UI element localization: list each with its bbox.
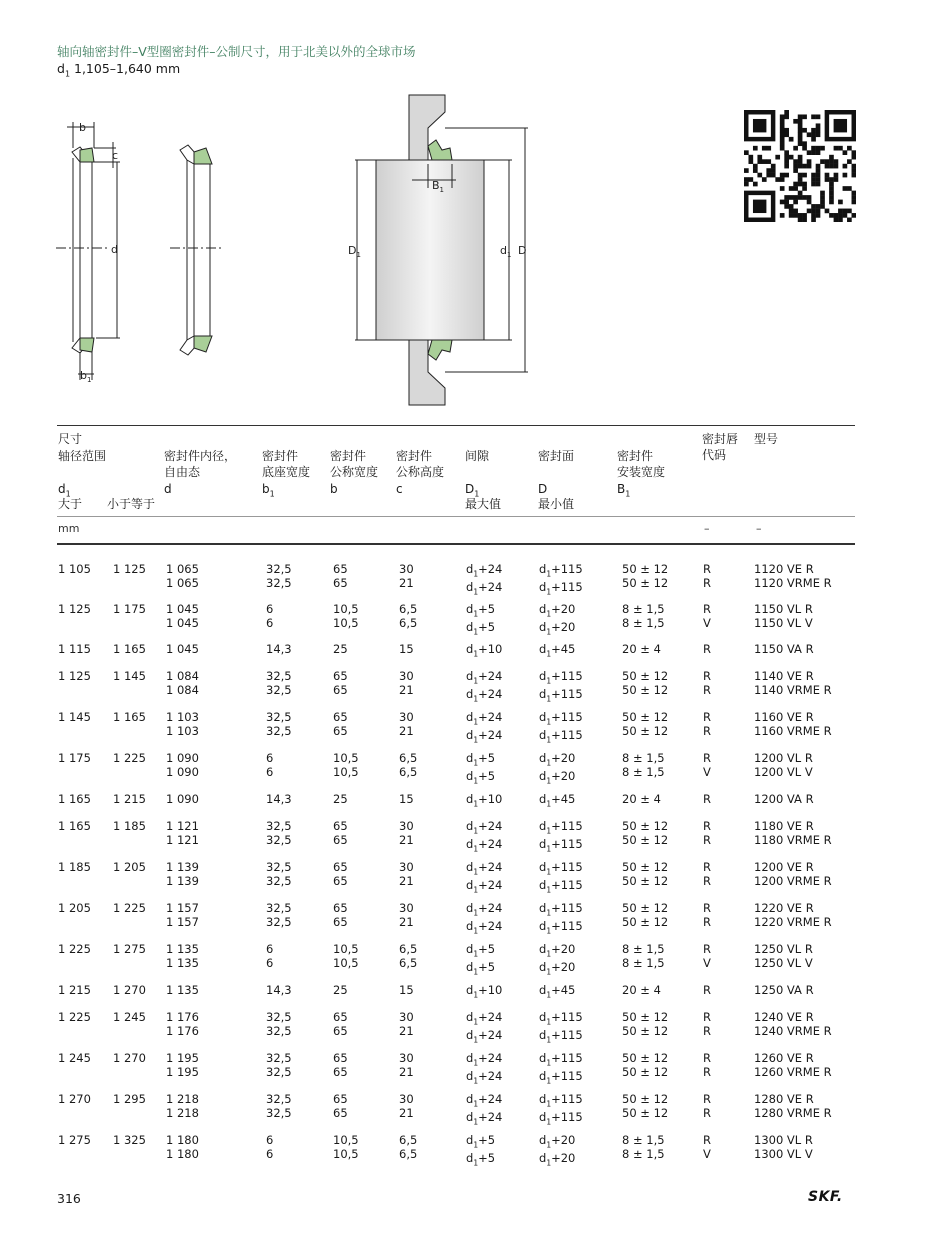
cell-seal-face: $d_1+115$ $d_1+115$	[539, 562, 583, 597]
cell-nominal-width: 10,5 10,5	[333, 751, 359, 779]
cell-seal-face: $d_1+115$ $d_1+115$	[539, 1092, 583, 1127]
cell-lip-code: R V	[703, 942, 711, 970]
unit-dash-model: –	[756, 522, 762, 535]
cell-nominal-width: 65 65	[333, 1051, 348, 1079]
header-sym-d: d	[164, 482, 172, 496]
cell-seal-id: 1 090 1 090	[166, 751, 199, 779]
cell-nominal-width: 10,5 10,5	[333, 942, 359, 970]
cell-model: 1260 VE R 1260 VRME R	[754, 1051, 832, 1079]
cell-seal-id: 1 218 1 218	[166, 1092, 199, 1120]
label-b: b	[79, 121, 86, 134]
cell-shaft-incl: 1 225	[113, 901, 146, 915]
cell-nominal-height: 15	[399, 792, 414, 806]
header-sym-D: D	[538, 482, 548, 496]
cell-install-width: 50 ± 12 50 ± 12	[622, 860, 669, 888]
cell-seal-id: 1 180 1 180	[166, 1133, 199, 1161]
cell-seal-id: 1 084 1 084	[166, 669, 199, 697]
cell-shaft-incl: 1 325	[113, 1133, 146, 1147]
cell-shaft-incl: 1 275	[113, 942, 146, 956]
header-nominal-width: 密封件 公称宽度	[330, 449, 379, 479]
cell-base-width: 6 6	[266, 602, 274, 630]
cell-nominal-width: 65 65	[333, 710, 348, 738]
table-row	[0, 1010, 930, 1045]
cell-seal-face: $d_1+115$ $d_1+115$	[539, 819, 583, 854]
cell-model: 1200 VA R	[754, 792, 814, 806]
table-row	[0, 901, 930, 936]
cell-base-width: 14,3	[266, 983, 292, 997]
cell-lip-code: R	[703, 792, 711, 806]
cell-clearance: $d_1+24$ $d_1+24$	[466, 562, 503, 597]
cell-lip-code: R R	[703, 1051, 711, 1079]
cell-seal-face: $d_1+115$ $d_1+115$	[539, 710, 583, 745]
cell-shaft-over: 1 275	[58, 1133, 91, 1147]
cell-nominal-width: 65 65	[333, 819, 348, 847]
header-sym-d1: $d_1$	[58, 482, 71, 499]
table-row	[0, 1092, 930, 1127]
cell-shaft-over: 1 205	[58, 901, 91, 915]
cell-install-width: 50 ± 12 50 ± 12	[622, 669, 669, 697]
cell-shaft-incl: 1 225	[113, 751, 146, 765]
table-row	[0, 562, 930, 597]
cell-base-width: 32,5 32,5	[266, 901, 292, 929]
header-max: 最大值	[465, 497, 502, 511]
cell-install-width: 50 ± 12 50 ± 12	[622, 1010, 669, 1038]
label-B1: $B_1$	[432, 179, 445, 194]
cell-nominal-width: 25	[333, 792, 348, 806]
cell-nominal-width: 65 65	[333, 562, 348, 590]
table-row	[0, 710, 930, 745]
page-number: 316	[57, 1191, 81, 1206]
cell-seal-face: $d_1+45$	[539, 642, 576, 659]
cell-nominal-height: 30 21	[399, 710, 414, 738]
header-shaft-range: 轴径范围	[58, 449, 107, 463]
cell-model: 1200 VL R 1200 VL V	[754, 751, 813, 779]
cell-nominal-height: 15	[399, 642, 414, 656]
header-clearance: 间隙	[465, 449, 490, 463]
cell-shaft-over: 1 185	[58, 860, 91, 874]
cell-clearance: $d_1+10$	[466, 792, 503, 809]
cell-install-width: 8 ± 1,5 8 ± 1,5	[622, 1133, 665, 1161]
table-row	[0, 819, 930, 854]
cell-clearance: $d_1+24$ $d_1+24$	[466, 1051, 503, 1086]
cell-nominal-width: 65 65	[333, 669, 348, 697]
cell-nominal-width: 65 65	[333, 860, 348, 888]
cell-install-width: 50 ± 12 50 ± 12	[622, 1092, 669, 1120]
cell-model: 1240 VE R 1240 VRME R	[754, 1010, 832, 1038]
cell-lip-code: R R	[703, 669, 711, 697]
table-row	[0, 1051, 930, 1086]
cell-seal-id: 1 157 1 157	[166, 901, 199, 929]
cell-clearance: $d_1+5$ $d_1+5$	[466, 1133, 496, 1168]
cell-base-width: 32,5 32,5	[266, 562, 292, 590]
table-row	[0, 942, 930, 977]
seal-profile-drawing-alt	[170, 145, 222, 355]
skf-logo: SKF.	[808, 1189, 843, 1205]
cell-shaft-incl: 1 270	[113, 1051, 146, 1065]
cell-seal-face: $d_1+45$	[539, 983, 576, 1000]
page-title: 轴向轴密封件–V型圈密封件–公制尺寸，用于北美以外的全球市场	[57, 44, 416, 59]
cell-nominal-width: 65 65	[333, 1010, 348, 1038]
cell-shaft-incl: 1 165	[113, 710, 146, 724]
cell-install-width: 8 ± 1,5 8 ± 1,5	[622, 602, 665, 630]
table-top-rule	[57, 425, 855, 426]
cell-seal-face: $d_1+20$ $d_1+20$	[539, 602, 576, 637]
table-header-rule	[57, 516, 855, 517]
cell-shaft-over: 1 165	[58, 819, 91, 833]
cell-lip-code: R V	[703, 751, 711, 779]
cell-shaft-incl: 1 270	[113, 983, 146, 997]
cell-seal-face: $d_1+20$ $d_1+20$	[539, 751, 576, 786]
header-sym-D1: $D_1$	[465, 482, 480, 499]
cell-clearance: $d_1+5$ $d_1+5$	[466, 751, 496, 786]
cell-install-width: 8 ± 1,5 8 ± 1,5	[622, 751, 665, 779]
cell-clearance: $d_1+10$	[466, 642, 503, 659]
cell-clearance: $d_1+5$ $d_1+5$	[466, 942, 496, 977]
table-row	[0, 860, 930, 895]
cell-seal-id: 1 195 1 195	[166, 1051, 199, 1079]
cell-shaft-over: 1 215	[58, 983, 91, 997]
cell-nominal-height: 30 21	[399, 901, 414, 929]
cell-seal-id: 1 121 1 121	[166, 819, 199, 847]
cell-model: 1120 VE R 1120 VRME R	[754, 562, 832, 590]
header-lip-code: 密封唇 代码	[702, 432, 739, 462]
cell-base-width: 14,3	[266, 792, 292, 806]
cell-install-width: 20 ± 4	[622, 642, 661, 656]
cell-nominal-height: 30 21	[399, 860, 414, 888]
cell-shaft-over: 1 245	[58, 1051, 91, 1065]
cell-nominal-height: 30 21	[399, 562, 414, 590]
cell-seal-id: 1 176 1 176	[166, 1010, 199, 1038]
cell-model: 1300 VL R 1300 VL V	[754, 1133, 813, 1161]
cell-shaft-incl: 1 145	[113, 669, 146, 683]
cell-seal-id: 1 090	[166, 792, 199, 806]
cell-shaft-over: 1 115	[58, 642, 91, 656]
cell-nominal-height: 30 21	[399, 819, 414, 847]
cell-base-width: 32,5 32,5	[266, 1092, 292, 1120]
cell-base-width: 6 6	[266, 1133, 274, 1161]
cell-base-width: 32,5 32,5	[266, 1010, 292, 1038]
label-c: c	[112, 149, 119, 162]
header-base-width: 密封件 底座宽度	[262, 449, 311, 479]
unit-mm: mm	[58, 522, 80, 535]
cell-lip-code: R R	[703, 1010, 711, 1038]
cell-shaft-incl: 1 205	[113, 860, 146, 874]
label-d: d	[111, 243, 118, 256]
cell-nominal-height: 6,5 6,5	[399, 602, 418, 630]
header-size: 尺寸	[58, 432, 83, 446]
cell-nominal-height: 30 21	[399, 1092, 414, 1120]
header-model: 型号	[754, 432, 779, 446]
cell-clearance: $d_1+5$ $d_1+5$	[466, 602, 496, 637]
cell-lip-code: R	[703, 642, 711, 656]
cell-shaft-over: 1 105	[58, 562, 91, 576]
cell-clearance: $d_1+10$	[466, 983, 503, 1000]
cell-clearance: $d_1+24$ $d_1+24$	[466, 1092, 503, 1127]
cell-nominal-height: 30 21	[399, 1051, 414, 1079]
table-row	[0, 602, 930, 637]
header-nominal-height: 密封件 公称高度	[396, 449, 445, 479]
cell-model: 1150 VL R 1150 VL V	[754, 602, 813, 630]
page-subtitle: $d_1$ 1,105–1,640 mm	[57, 61, 181, 79]
table-row	[0, 751, 930, 786]
cell-seal-id: 1 045 1 045	[166, 602, 199, 630]
cell-lip-code: R R	[703, 562, 711, 590]
cell-base-width: 32,5 32,5	[266, 1051, 292, 1079]
label-D: D	[518, 244, 527, 257]
cell-shaft-over: 1 145	[58, 710, 91, 724]
cell-seal-id: 1 139 1 139	[166, 860, 199, 888]
cell-shaft-over: 1 270	[58, 1092, 91, 1106]
cell-seal-face: $d_1+115$ $d_1+115$	[539, 1010, 583, 1045]
cell-install-width: 50 ± 12 50 ± 12	[622, 1051, 669, 1079]
cell-shaft-incl: 1 245	[113, 1010, 146, 1024]
cell-lip-code: R R	[703, 710, 711, 738]
cell-seal-face: $d_1+115$ $d_1+115$	[539, 901, 583, 936]
cell-model: 1180 VE R 1180 VRME R	[754, 819, 832, 847]
header-install-width: 密封件 安装宽度	[617, 449, 666, 479]
cell-install-width: 50 ± 12 50 ± 12	[622, 562, 669, 590]
cell-shaft-incl: 1 175	[113, 602, 146, 616]
cell-nominal-height: 6,5 6,5	[399, 751, 418, 779]
cell-clearance: $d_1+24$ $d_1+24$	[466, 901, 503, 936]
cell-shaft-over: 1 225	[58, 1010, 91, 1024]
table-row	[0, 669, 930, 704]
seal-drawings	[0, 90, 560, 410]
cell-shaft-incl: 1 185	[113, 819, 146, 833]
cell-seal-id: 1 135 1 135	[166, 942, 199, 970]
cell-base-width: 6 6	[266, 942, 274, 970]
cell-base-width: 14,3	[266, 642, 292, 656]
cell-shaft-over: 1 165	[58, 792, 91, 806]
cell-model: 1150 VA R	[754, 642, 814, 656]
table-row	[0, 1133, 930, 1168]
header-sym-b: b	[330, 482, 338, 496]
cell-clearance: $d_1+24$ $d_1+24$	[466, 819, 503, 854]
cell-lip-code: R	[703, 983, 711, 997]
header-min: 最小值	[538, 497, 575, 511]
cell-nominal-height: 6,5 6,5	[399, 942, 418, 970]
cell-clearance: $d_1+24$ $d_1+24$	[466, 669, 503, 704]
cell-nominal-height: 15	[399, 983, 414, 997]
cell-seal-face: $d_1+115$ $d_1+115$	[539, 669, 583, 704]
header-sym-B1: $B_1$	[617, 482, 631, 499]
cell-install-width: 20 ± 4	[622, 792, 661, 806]
cell-base-width: 32,5 32,5	[266, 669, 292, 697]
cell-model: 1160 VE R 1160 VRME R	[754, 710, 832, 738]
cell-lip-code: R V	[703, 1133, 711, 1161]
cell-seal-id: 1 103 1 103	[166, 710, 199, 738]
cell-lip-code: R V	[703, 602, 711, 630]
cell-model: 1140 VE R 1140 VRME R	[754, 669, 832, 697]
header-seal-face: 密封面	[538, 449, 575, 463]
cell-base-width: 32,5 32,5	[266, 819, 292, 847]
unit-dash-lip: –	[704, 522, 710, 535]
cell-install-width: 8 ± 1,5 8 ± 1,5	[622, 942, 665, 970]
cell-install-width: 50 ± 12 50 ± 12	[622, 710, 669, 738]
cell-install-width: 20 ± 4	[622, 983, 661, 997]
cell-base-width: 32,5 32,5	[266, 860, 292, 888]
table-body-rule	[57, 543, 855, 545]
cell-shaft-over: 1 175	[58, 751, 91, 765]
cell-seal-id: 1 065 1 065	[166, 562, 199, 590]
cell-model: 1220 VE R 1220 VRME R	[754, 901, 832, 929]
header-seal-id: 密封件内径， 自由态	[164, 449, 237, 479]
cell-clearance: $d_1+24$ $d_1+24$	[466, 710, 503, 745]
cell-shaft-incl: 1 215	[113, 792, 146, 806]
cell-seal-face: $d_1+20$ $d_1+20$	[539, 1133, 576, 1168]
cell-install-width: 50 ± 12 50 ± 12	[622, 901, 669, 929]
cell-shaft-incl: 1 125	[113, 562, 146, 576]
cell-lip-code: R R	[703, 860, 711, 888]
cell-nominal-height: 6,5 6,5	[399, 1133, 418, 1161]
cell-seal-face: $d_1+45$	[539, 792, 576, 809]
header-over: 大于	[58, 497, 83, 511]
cell-nominal-height: 30 21	[399, 669, 414, 697]
cell-seal-id: 1 045	[166, 642, 199, 656]
cell-nominal-width: 10,5 10,5	[333, 1133, 359, 1161]
cell-shaft-over: 1 225	[58, 942, 91, 956]
cell-clearance: $d_1+24$ $d_1+24$	[466, 1010, 503, 1045]
cell-nominal-width: 10,5 10,5	[333, 602, 359, 630]
cell-model: 1250 VL R 1250 VL V	[754, 942, 813, 970]
cell-model: 1280 VE R 1280 VRME R	[754, 1092, 832, 1120]
cell-shaft-over: 1 125	[58, 602, 91, 616]
cell-lip-code: R R	[703, 819, 711, 847]
cell-base-width: 32,5 32,5	[266, 710, 292, 738]
cell-lip-code: R R	[703, 1092, 711, 1120]
cell-seal-face: $d_1+115$ $d_1+115$	[539, 1051, 583, 1086]
header-incl: 小于等于	[107, 497, 156, 511]
cell-install-width: 50 ± 12 50 ± 12	[622, 819, 669, 847]
cell-shaft-incl: 1 165	[113, 642, 146, 656]
header-sym-b1: $b_1$	[262, 482, 275, 499]
cell-nominal-width: 25	[333, 642, 348, 656]
cell-nominal-width: 25	[333, 983, 348, 997]
label-D1: $D_1$	[348, 244, 361, 259]
header-sym-c: c	[396, 482, 403, 496]
cell-seal-id: 1 135	[166, 983, 199, 997]
cell-model: 1200 VE R 1200 VRME R	[754, 860, 832, 888]
cell-seal-face: $d_1+20$ $d_1+20$	[539, 942, 576, 977]
cell-nominal-height: 30 21	[399, 1010, 414, 1038]
cell-model: 1250 VA R	[754, 983, 814, 997]
cell-seal-face: $d_1+115$ $d_1+115$	[539, 860, 583, 895]
cell-shaft-incl: 1 295	[113, 1092, 146, 1106]
cell-clearance: $d_1+24$ $d_1+24$	[466, 860, 503, 895]
cell-shaft-over: 1 125	[58, 669, 91, 683]
cell-base-width: 6 6	[266, 751, 274, 779]
qr-code-icon	[744, 110, 856, 222]
label-b1: $b_1$	[80, 369, 92, 384]
cell-lip-code: R R	[703, 901, 711, 929]
cell-nominal-width: 65 65	[333, 1092, 348, 1120]
label-d1: $d_1$	[500, 244, 512, 259]
cell-nominal-width: 65 65	[333, 901, 348, 929]
